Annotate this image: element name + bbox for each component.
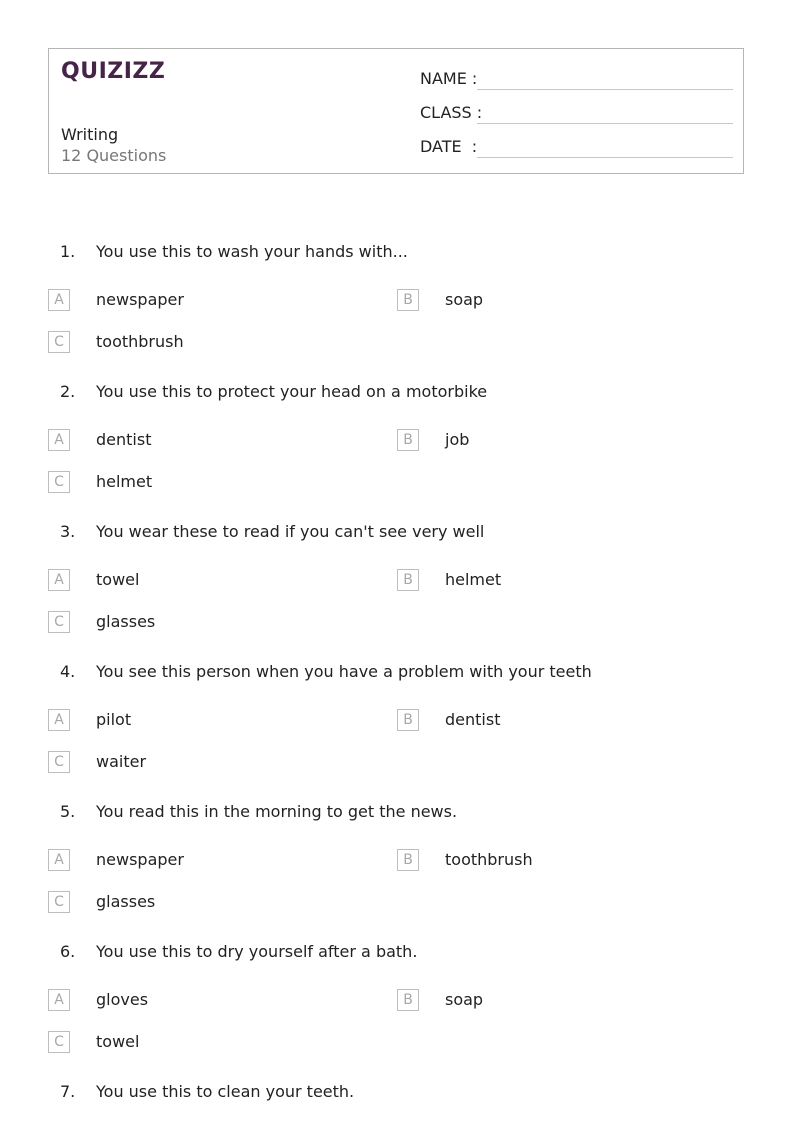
option-b-text[interactable]: job xyxy=(445,430,470,449)
option-a-box[interactable]: A xyxy=(48,569,70,591)
option-b-text[interactable]: dentist xyxy=(445,710,501,729)
logo-text: QUIZIZZ xyxy=(61,59,166,84)
option-c-box[interactable]: C xyxy=(48,471,70,493)
name-line[interactable] xyxy=(477,89,733,90)
option-a-box[interactable]: A xyxy=(48,849,70,871)
worksheet-title: Writing xyxy=(61,125,119,144)
question-count: 12 Questions xyxy=(61,146,167,165)
question-text: You wear these to read if you can't see very well xyxy=(96,522,485,541)
worksheet-header xyxy=(48,48,744,174)
option-b-text[interactable]: soap xyxy=(445,290,484,309)
date-line[interactable] xyxy=(477,157,733,158)
option-c-text[interactable]: helmet xyxy=(96,472,153,491)
question-number: 2. xyxy=(60,382,76,401)
option-b-text[interactable]: helmet xyxy=(445,570,502,589)
question-number: 3. xyxy=(60,522,76,541)
option-c-text[interactable]: glasses xyxy=(96,612,156,631)
option-a-text[interactable]: newspaper xyxy=(96,290,184,309)
quizizz-logo xyxy=(61,59,165,84)
question-text: You use this to protect your head on a motorbike xyxy=(96,382,488,401)
option-c-box[interactable]: C xyxy=(48,611,70,633)
date-label: DATE : xyxy=(420,137,478,156)
option-c-box[interactable]: C xyxy=(48,331,70,353)
option-c-text[interactable]: towel xyxy=(96,1032,140,1051)
class-label: CLASS : xyxy=(420,103,483,122)
option-c-text[interactable]: waiter xyxy=(96,752,147,771)
question-number: 1. xyxy=(60,242,76,261)
question-text: You use this to wash your hands with... xyxy=(96,242,408,261)
option-a-text[interactable]: newspaper xyxy=(96,850,184,869)
option-a-box[interactable]: A xyxy=(48,709,70,731)
option-c-text[interactable]: toothbrush xyxy=(96,332,184,351)
option-a-text[interactable]: dentist xyxy=(96,430,152,449)
option-c-box[interactable]: C xyxy=(48,891,70,913)
option-b-box[interactable]: B xyxy=(397,989,419,1011)
option-a-box[interactable]: A xyxy=(48,989,70,1011)
option-b-text[interactable]: toothbrush xyxy=(445,850,533,869)
name-label: NAME : xyxy=(420,69,478,88)
option-a-text[interactable]: gloves xyxy=(96,990,149,1009)
option-b-box[interactable]: B xyxy=(397,289,419,311)
question-text: You use this to clean your teeth. xyxy=(96,1082,355,1101)
option-c-text[interactable]: glasses xyxy=(96,892,156,911)
option-a-box[interactable]: A xyxy=(48,289,70,311)
class-line[interactable] xyxy=(477,123,733,124)
question-number: 6. xyxy=(60,942,76,961)
question-number: 7. xyxy=(60,1082,76,1101)
option-b-box[interactable]: B xyxy=(397,709,419,731)
question-text: You read this in the morning to get the news. xyxy=(96,802,458,821)
question-number: 4. xyxy=(60,662,76,681)
option-a-text[interactable]: towel xyxy=(96,570,140,589)
question-text: You see this person when you have a problem with your teeth xyxy=(96,662,592,681)
option-a-box[interactable]: A xyxy=(48,429,70,451)
option-a-text[interactable]: pilot xyxy=(96,710,132,729)
option-c-box[interactable]: C xyxy=(48,1031,70,1053)
option-c-box[interactable]: C xyxy=(48,751,70,773)
question-text: You use this to dry yourself after a bath. xyxy=(96,942,418,961)
option-b-box[interactable]: B xyxy=(397,849,419,871)
option-b-box[interactable]: B xyxy=(397,429,419,451)
option-b-box[interactable]: B xyxy=(397,569,419,591)
question-number: 5. xyxy=(60,802,76,821)
option-b-text[interactable]: soap xyxy=(445,990,484,1009)
